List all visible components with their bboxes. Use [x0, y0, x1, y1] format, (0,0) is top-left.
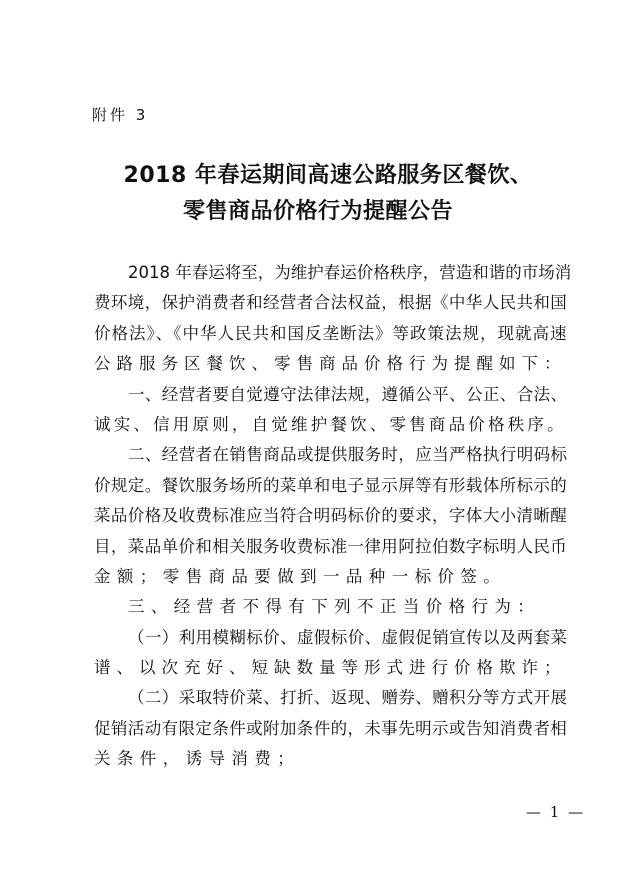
body-line: 2018 年春运将至，为维护春运价格秩序，营造和谐的市场消: [128, 263, 572, 282]
body-line: 二、经营者在销售商品或提供服务时，应当严格执行明码标: [128, 445, 568, 465]
body-line: 金额；零售商品要做到一品种一标价签。: [94, 566, 507, 586]
body-line: 目，菜品单价和相关服务收费标准一律用阿拉伯数字标明人民币: [94, 536, 568, 556]
document-title-line-1: 2018 年春运期间高速公路服务区餐饮、: [123, 163, 533, 188]
body-line: （二）采取特价菜、打折、返现、赠券、赠积分等方式开展: [128, 688, 568, 708]
body-line: 价规定。餐饮服务场所的菜单和电子显示屏等有形载体所标示的: [94, 475, 568, 495]
body-line: 一、经营者要自觉遵守法律法规，遵循公平、公正、合法、: [128, 384, 568, 404]
body-line: 谱、以次充好、短缺数量等形式进行价格欺诈；: [94, 658, 567, 678]
body-line: 公路服务区餐饮、零售商品价格行为提醒如下：: [94, 354, 567, 374]
body-line: 诚实、信用原则，自觉维护餐饮、零售商品价格秩序。: [94, 414, 567, 434]
body-line: （一）利用模糊标价、虚假标价、虚假促销宣传以及两套菜: [128, 627, 568, 647]
body-line: 促销活动有限定条件或附加条件的，未事先明示或告知消费者相: [94, 718, 568, 738]
page-number: — 1 —: [526, 803, 586, 821]
attachment-label: 附件 3: [92, 106, 149, 124]
body-line: 菜品价格及收费标准应当符合明码标价的要求，字体大小清晰醒: [94, 506, 568, 526]
body-line: 三、经营者不得有下列不正当价格行为：: [128, 597, 541, 617]
document-title-line-2: 零售商品价格行为提醒公告: [182, 199, 453, 224]
body-line: 关条件，诱导消费；: [94, 749, 301, 769]
body-line: 费环境，保护消费者和经营者合法权益，根据《中华人民共和国: [94, 293, 568, 313]
body-line: 价格法》、《中华人民共和国反垄断法》等政策法规，现就高速: [94, 323, 568, 343]
document-body: [94, 258, 572, 775]
